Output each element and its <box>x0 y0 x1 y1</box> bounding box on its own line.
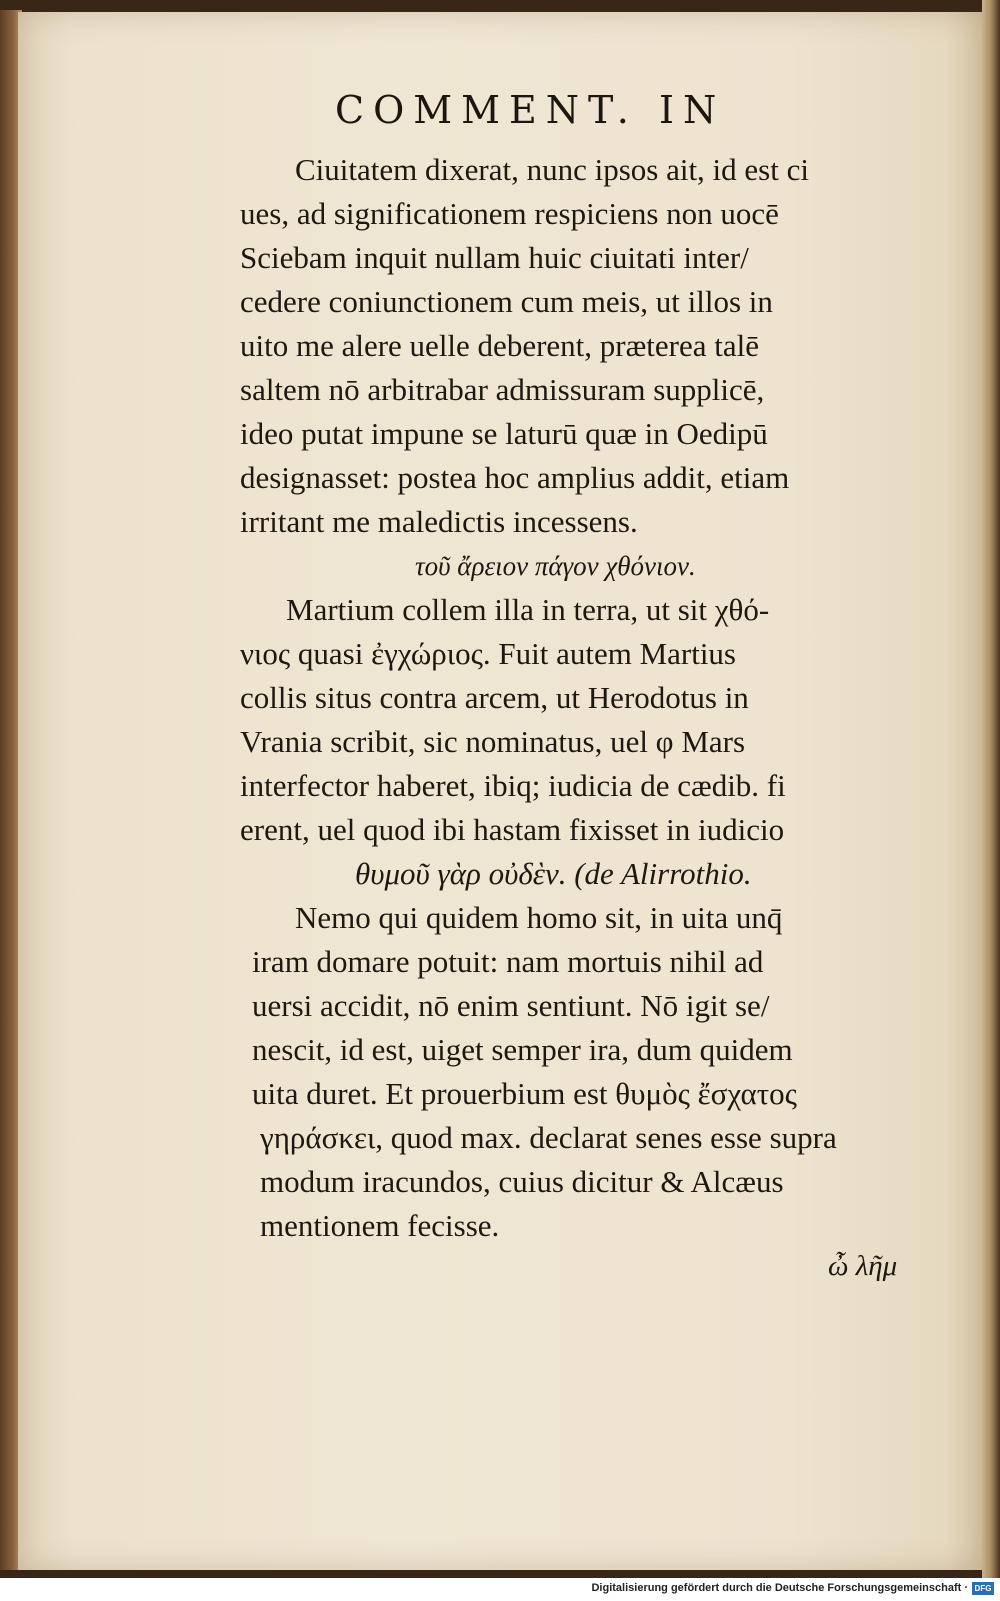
text-line: designasset: postea hoc amplius addit, etiam <box>240 460 790 495</box>
text-line: cedere coniunctionem cum meis, ut illos in <box>240 284 773 319</box>
text-line: ideo putat impune se laturū quæ in Oedipū <box>240 416 768 451</box>
text-line: uito me alere uelle deberent, præterea talē <box>240 328 759 363</box>
catchword: ὦ λῆμ <box>828 1250 898 1282</box>
text-line: nescit, id est, uiget semper ira, dum quidem <box>252 1032 793 1067</box>
running-head: COMMENT. IN <box>335 88 726 132</box>
text-line: modum iracundos, cuius dicitur & Alcæus <box>260 1164 784 1199</box>
digitization-credit: Digitalisierung gefördert durch die Deutsche Forschungsgemeinschaft · <box>591 1582 968 1594</box>
text-line: mentionem fecisse. <box>260 1208 500 1243</box>
text-line: erent, uel quod ibi hastam fixisset in iudicio <box>240 812 785 847</box>
dfg-logo-icon: DFG <box>972 1582 994 1595</box>
text-line: collis situs contra arcem, ut Herodotus in <box>240 680 749 715</box>
text-line: νιος quasi ἐγχώριος. Fuit autem Martius <box>240 636 736 671</box>
text-line: γηράσκει, quod max. declarat senes esse supra <box>260 1120 837 1155</box>
text-line: iram domare potuit: nam mortuis nihil ad <box>252 944 764 979</box>
text-line: ues, ad significationem respiciens non uocē <box>240 196 779 231</box>
text-line: interfector haberet, ibiq; iudicia de cædib. fi <box>240 768 786 803</box>
text-line: Vrania scribit, sic nominatus, uel φ Mars <box>240 724 746 759</box>
page-text-block <box>240 148 930 1248</box>
text-line: irritant me maledictis incessens. <box>240 504 638 539</box>
text-line: uersi accidit, nō enim sentiunt. Nō igit se/ <box>252 988 770 1023</box>
page-edge-right <box>982 0 1000 1578</box>
text-line: Sciebam inquit nullam huic ciuitati inter/ <box>240 240 749 275</box>
text-line: Martium collem illa in terra, ut sit χθό- <box>286 592 770 627</box>
text-line: saltem nō arbitrabar admissuram supplicē, <box>240 372 765 407</box>
greek-lemma-heading: τοῦ ἄρειον πάγον χθόνιον. <box>415 551 696 581</box>
text-line: Nemo qui quidem homo sit, in uita unq̄ <box>295 900 783 935</box>
footer-bar <box>0 1578 1000 1601</box>
text-line: uita duret. Et prouerbium est θυμὸς ἔσχατος <box>252 1076 797 1111</box>
greek-quote-line: θυμοῦ γὰρ οὐδὲν. (de Alirrothio. <box>355 856 752 891</box>
text-line: Ciuitatem dixerat, nunc ipsos ait, id est ci <box>295 152 809 187</box>
